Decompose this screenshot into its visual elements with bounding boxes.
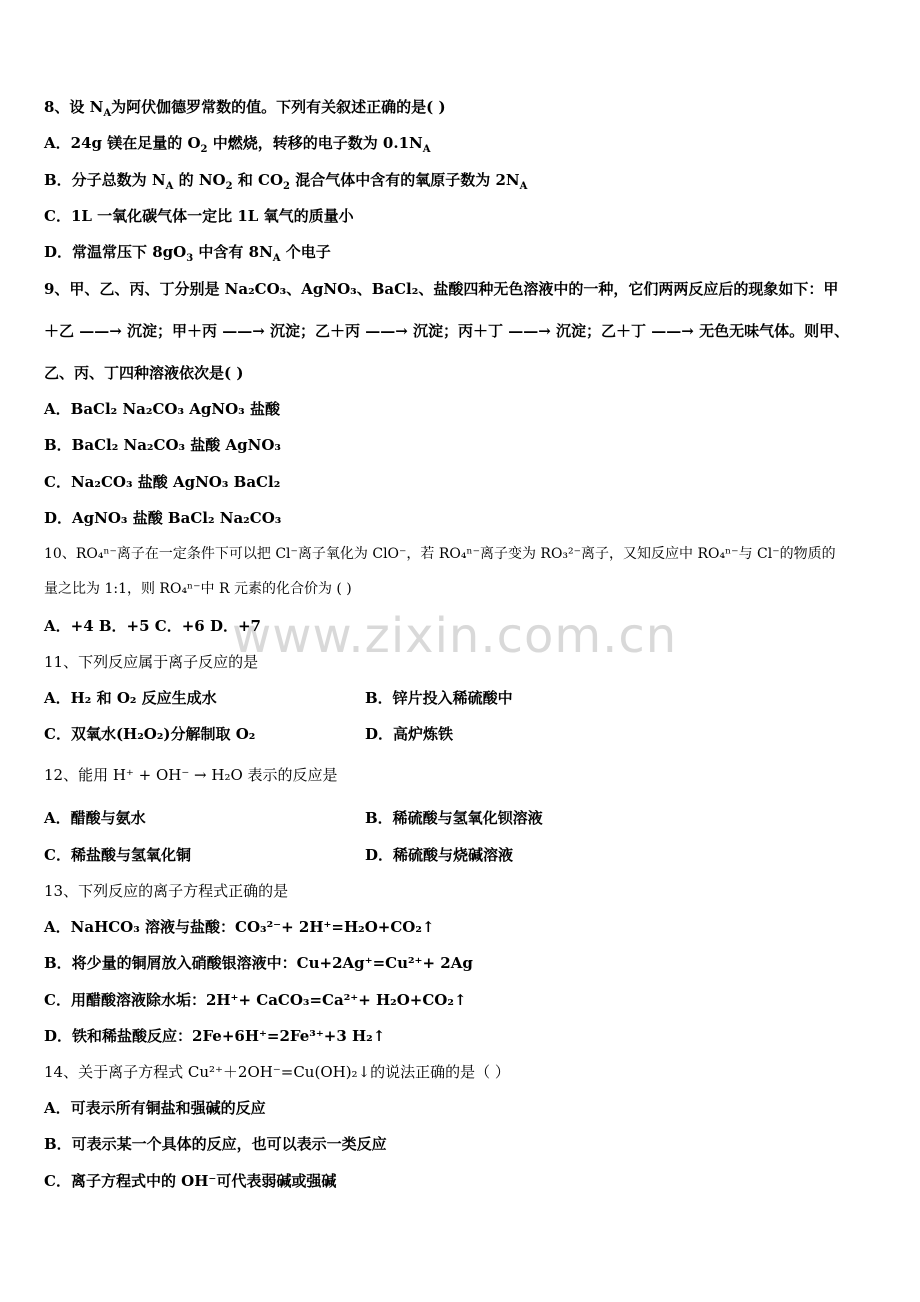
q8-option-d: D．常温常压下 $8gO_3$ 中含有 $8N_A$ 个电子 xyxy=(44,243,331,264)
q8-stem: 8、设 $N_A$为阿伏伽德罗常数的值。下列有关叙述正确的是( ) xyxy=(44,98,446,119)
q9-option-d: D．AgNO₃ 盐酸 BaCl₂ Na₂CO₃ xyxy=(44,509,282,527)
q13-option-d: D．铁和稀盐酸反应：2Fe+6H⁺=2Fe³⁺+3 H₂↑ xyxy=(44,1027,386,1045)
q14-option-c: C．离子方程式中的 OH⁻可代表弱碱或强碱 xyxy=(44,1172,337,1190)
q9-stem-line2: ＋乙 ——→ 沉淀；甲＋丙 ——→ 沉淀；乙＋丙 ——→ 沉淀；丙＋丁 ——→ 沉淀；乙＋丁 ——→ 无色无味气体。则甲、 xyxy=(44,322,850,340)
q10-stem-line1: 10、RO₄ⁿ⁻离子在一定条件下可以把 Cl⁻离子氧化为 ClO⁻，若 RO₄ⁿ⁻离子变为 RO₃²⁻离子，又知反应中 RO₄ⁿ⁻与 Cl⁻的物质的 xyxy=(44,546,836,562)
q9-option-c: C．Na₂CO₃ 盐酸 AgNO₃ BaCl₂ xyxy=(44,473,281,491)
q14-option-a: A．可表示所有铜盐和强碱的反应 xyxy=(44,1099,266,1117)
q10-stem-line2: 量之比为 1:1，则 RO₄ⁿ⁻中 R 元素的化合价为 ( ) xyxy=(44,581,352,597)
q9-option-b: B．BaCl₂ Na₂CO₃ 盐酸 AgNO₃ xyxy=(44,436,281,454)
q12-option-c: C．稀盐酸与氢氧化铜 xyxy=(44,846,191,864)
q11-option-a: A．H₂ 和 O₂ 反应生成水 xyxy=(44,689,217,707)
q13-stem: 13、下列反应的离子方程式正确的是 xyxy=(44,882,289,900)
q14-option-b: B．可表示某一个具体的反应，也可以表示一类反应 xyxy=(44,1135,387,1153)
q9-option-a: A．BaCl₂ Na₂CO₃ AgNO₃ 盐酸 xyxy=(44,400,280,418)
q11-option-d: D．高炉炼铁 xyxy=(365,725,454,743)
watermark: www.zixin.com.cn xyxy=(232,608,678,664)
q11-option-c: C．双氧水(H₂O₂)分解制取 O₂ xyxy=(44,725,256,743)
q13-option-a: A．NaHCO₃ 溶液与盐酸：CO₃²⁻+ 2H⁺=H₂O+CO₂↑ xyxy=(44,918,435,936)
q14-stem: 14、关于离子方程式 Cu²⁺＋2OH⁻=Cu(OH)₂↓的说法正确的是（ ） xyxy=(44,1063,510,1081)
q8-option-c: C．1L 一氧化碳气体一定比 1L 氧气的质量小 xyxy=(44,207,354,225)
q13-option-b: B．将少量的铜屑放入硝酸银溶液中：Cu+2Ag⁺=Cu²⁺+ 2Ag xyxy=(44,954,473,972)
q10-options: A．+4 B．+5 C．+6 D．+7 xyxy=(44,617,261,635)
q8-option-b: B．分子总数为 $N_A$ 的 $NO_2$ 和 $CO_2$ 混合气体中含有的氧原子数为 $2N_A$ xyxy=(44,171,528,192)
q12-option-b: B．稀硫酸与氢氧化钡溶液 xyxy=(365,809,543,827)
q13-option-c: C．用醋酸溶液除水垢：2H⁺+ CaCO₃=Ca²⁺+ H₂O+CO₂↑ xyxy=(44,991,467,1009)
q9-stem-line3: 乙、丙、丁四种溶液依次是( ) xyxy=(44,364,244,382)
q12-stem: 12、能用 H⁺ + OH⁻ → H₂O 表示的反应是 xyxy=(44,766,338,784)
q11-stem: 11、下列反应属于离子反应的是 xyxy=(44,653,259,671)
q12-option-d: D．稀硫酸与烧碱溶液 xyxy=(365,846,514,864)
q11-option-b: B．锌片投入稀硫酸中 xyxy=(365,689,513,707)
q8-option-a: A．24g 镁在足量的 $O_2$ 中燃烧，转移的电子数为 $0.1N_A$ xyxy=(44,134,431,155)
q9-stem-line1: 9、甲、乙、丙、丁分别是 Na₂CO₃、AgNO₃、BaCl₂、盐酸四种无色溶液中的一种，它们两两反应后的现象如下：甲 xyxy=(44,280,839,298)
q12-option-a: A．醋酸与氨水 xyxy=(44,809,146,827)
